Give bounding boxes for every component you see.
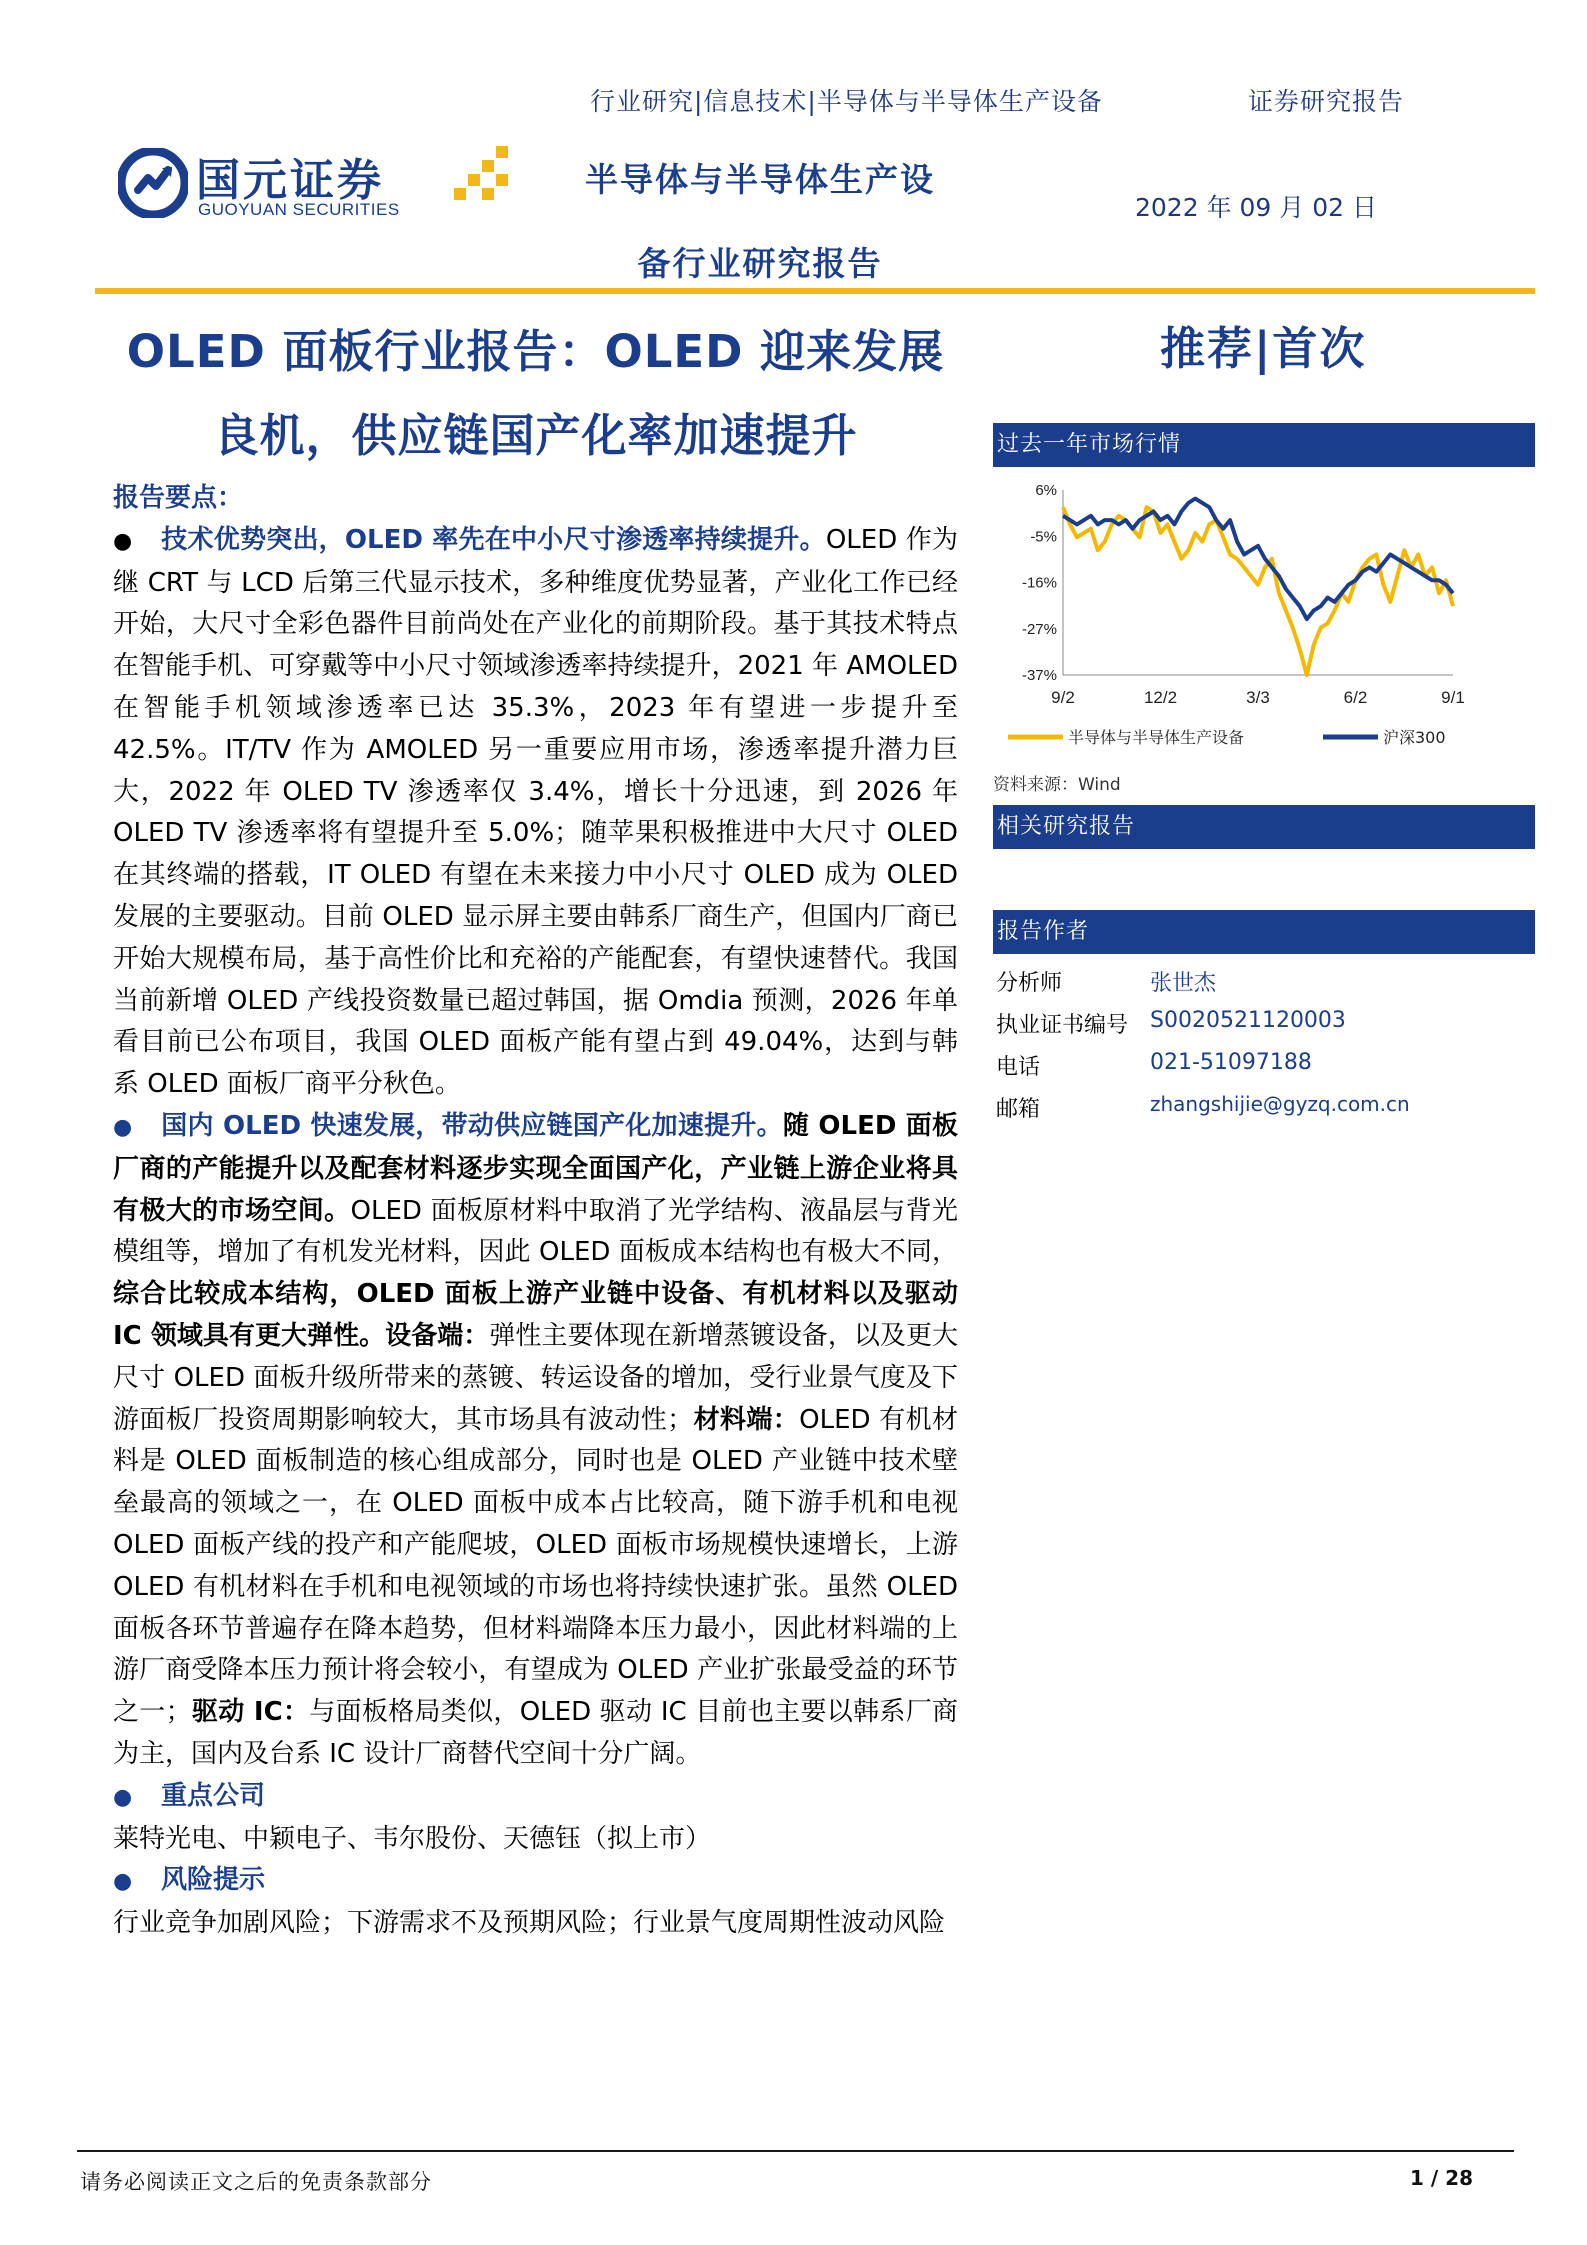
bullet-supply-text2: 弹性主要体现在新增蒸镀设备，以及更大尺寸 OLED 面板升级所带来的蒸镀、转运设备的增加，受行业景气度及下游面板厂投资周期影响较大，其市场具有波动性； (113, 1320, 958, 1435)
page-title-line1: OLED 面板行业报告：OLED 迎来发展 (126, 325, 945, 378)
industry-title (575, 138, 945, 306)
bullet-icon: ● (113, 1114, 133, 1140)
page-number: 1 / 28 (1410, 2166, 1473, 2190)
chart-x-tick-label: 12/2 (1143, 688, 1178, 707)
chart-series-line (1063, 507, 1453, 675)
chart-x-tick-label: 3/3 (1246, 688, 1270, 707)
key-companies-text: 莱特光电、中颖电子、韦尔股份、天德钰（拟上市） (113, 1823, 712, 1854)
bullet-supply-bold4: 驱动 IC： (191, 1697, 310, 1728)
industry-title-line2: 备行业研究报告 (637, 244, 883, 283)
report-type: 证券研究报告 (1248, 87, 1405, 116)
market-section-title: 过去一年市场行情 (993, 423, 1535, 467)
chart-legend-label: 半导体与半导体生产设备 (1068, 728, 1245, 747)
author-label-phone: 电话 (996, 1055, 1041, 1080)
related-reports-title: 相关研究报告 (993, 805, 1535, 849)
chart-source: 资料来源：Wind (993, 775, 1121, 795)
bullet-icon: ● (113, 528, 133, 554)
bullet-icon: ● (113, 1869, 133, 1895)
bullet-supply-text1: OLED 面板原材料中取消了光学结构、液晶层与背光模组等，增加了有机发光材料，因此 OLED 面板成本结构也有极大不同， (113, 1195, 958, 1268)
chart-y-tick-label: -27% (1021, 620, 1057, 638)
chart-y-tick-label: 6% (1035, 482, 1057, 499)
author-value-license: S0020521120003 (1150, 1008, 1346, 1033)
author-value-analyst: 张世杰 (1150, 971, 1217, 996)
logo-english-name: GUOYUAN SECURITIES (198, 200, 400, 219)
bullet-icon: ● (113, 1784, 133, 1810)
author-value-email[interactable]: zhangshijie@gyzq.com.cn (1150, 1092, 1410, 1116)
logo-mark-icon (118, 148, 188, 218)
report-date: 2022 年 09 月 02 日 (1135, 193, 1377, 222)
chart-x-tick-label: 9/2 (1051, 688, 1075, 707)
company-logo (118, 142, 518, 222)
chart-y-tick-label: -37% (1021, 667, 1057, 684)
bullet-supply-text4: 与面板格局类似，OLED 驱动 IC 目前也主要以韩系厂商为主，国内及台系 IC 设计厂商替代空间十分广阔。 (113, 1697, 958, 1769)
page-title (108, 310, 963, 478)
bullet-supply-text3: OLED 有机材料是 OLED 面板制造的核心组成部分，同时也是 OLED 产业链中技术壁垒最高的领域之一，在 OLED 面板中成本占比较高，随下游手机和电视 OLED 面板产线的投产和产能爬坡，OLED 面板市场规模快速增长，上游 OLED 有机材料在手机和电视领域的市场也将持续快速扩张。虽然 OLED 面板各环节普遍存在降本趋势，但材料端降本压力最小，因此材料端的上游厂商受降本压力预计将会较小，有望成为 OLED 产业扩张最受益的环节之一； (113, 1404, 958, 1728)
chart-y-tick-label: -5% (1030, 528, 1057, 546)
report-summary (113, 478, 958, 1945)
bullet-supply-bold: 随 OLED 面板厂商的产能提升以及配套材料逐步实现全面国产化，产业链上游企业将具有极大的市场空间。 (113, 1110, 958, 1226)
chart-x-tick-label: 6/2 (1343, 688, 1368, 707)
market-performance-chart (993, 475, 1535, 755)
bullet-tech-heading: 技术优势突出，OLED 率先在中小尺寸渗透率持续提升。 (161, 524, 826, 555)
bullet-supply-bold2: 综合比较成本结构，OLED 面板上游产业链中设备、有机材料以及驱动 IC 领域具有更大弹性。设备端： (113, 1279, 958, 1351)
logo-squares-icon (448, 144, 518, 214)
logo-chinese-name: 国元证券 (196, 155, 384, 206)
chart-y-tick-label: -16% (1021, 574, 1057, 592)
author-section-title: 报告作者 (993, 910, 1535, 954)
author-label-analyst: 分析师 (996, 971, 1063, 996)
author-label-license: 执业证书编号 (996, 1013, 1129, 1038)
footer-divider (77, 2150, 1514, 2152)
author-value-phone: 021-51097188 (1150, 1050, 1312, 1075)
key-companies-heading: 重点公司 (161, 1780, 266, 1811)
footer-disclaimer: 请务必阅读正文之后的免责条款部分 (80, 2170, 432, 2194)
bullet-risk (113, 1860, 958, 1903)
bullet-supply-heading: 国内 OLED 快速发展，带动供应链国产化加速提升。 (161, 1110, 783, 1141)
bullet-tech-text: OLED 作为继 CRT 与 LCD 后第三代显示技术，多种维度优势显著，产业化工作已经开始，大尺寸全彩色器件目前尚处在产业化的前期阶段。基于其技术特点在智能手机、可穿戴等中小尺寸领域渗透率持续提升，2021 年 AMOLED 在智能手机领域渗透率已达 35.3%，2023 年有望进一步提升至 42.5%。IT/TV 作为 AMOLED 另一重要应用市场，渗透率提升潜力巨大，2022 年 OLED TV 渗透率仅 3.4%，增长十分迅速，到 2026 年 OLED TV 渗透率将有望提升至 5.0%；随苹果积极推进中大尺寸 OLED 在其终端的搭载，IT OLED 有望在未来接力中小尺寸 OLED 成为 OLED 发展的主要驱动。目前 OLED 显示屏主要由韩系厂商生产，但国内厂商已开始大规模布局，基于高性价比和充裕的产能配套，有望快速替代。我国当前新增 OLED 产线投资数量已超过韩国，据 Omdia 预测，2026 年单看目前已公布项目，我国 OLED 面板产能有望占到 49.04%，达到与韩系 OLED 面板厂商平分秋色。 (113, 524, 958, 1100)
risk-text: 行业竞争加剧风险；下游需求不及预期风险；行业景气度周期性波动风险 (113, 1908, 946, 1939)
chart-legend-label: 沪深300 (1383, 728, 1446, 747)
bullet-supply-bold3: 材料端： (693, 1404, 800, 1435)
header-divider (95, 288, 1535, 294)
industry-title-line1: 半导体与半导体生产设 (585, 160, 935, 199)
chart-x-tick-label: 9/1 (1441, 688, 1465, 707)
author-label-email: 邮箱 (996, 1097, 1041, 1122)
bullet-tech-advantage (113, 520, 958, 1106)
summary-heading: 报告要点： (113, 483, 244, 513)
rating-badge: 推荐|首次 (1160, 322, 1367, 375)
page-title-line2: 良机，供应链国产化率加速提升 (213, 409, 858, 462)
bullet-supply-chain (113, 1106, 958, 1776)
risk-heading: 风险提示 (161, 1865, 266, 1896)
breadcrumb: 行业研究|信息技术|半导体与半导体生产设备 (590, 87, 1103, 116)
bullet-key-companies (113, 1776, 958, 1819)
